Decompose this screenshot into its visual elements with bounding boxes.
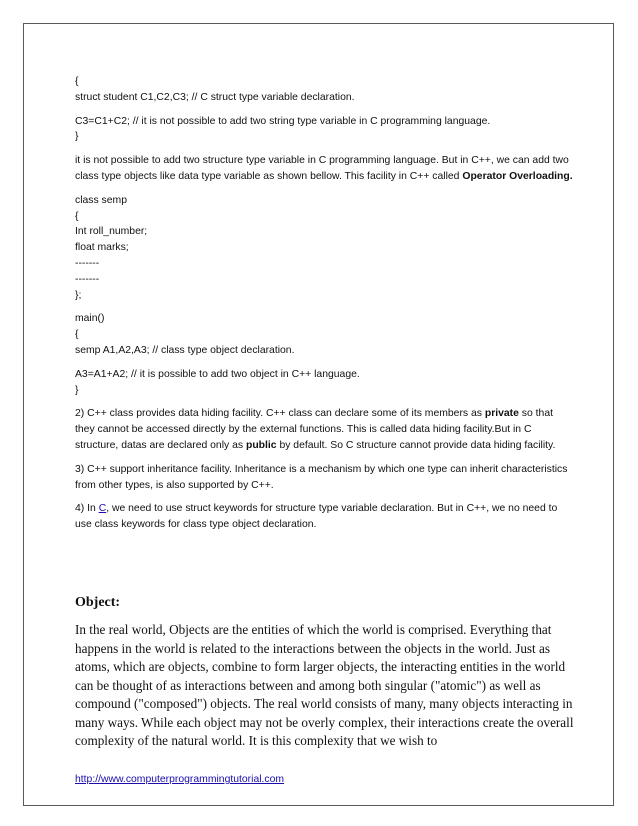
operator-overloading-paragraph — [75, 153, 575, 185]
code-line: struct student C1,C2,C3; // C struct type variable declaration. — [75, 91, 355, 103]
code-line: ------- — [75, 273, 100, 285]
paragraph-text: so that they cannot be accessed directly by the external functions. This is called data hiding facility.But in C structure, datas are declared only as — [75, 408, 554, 451]
object-heading: Object: — [75, 595, 121, 610]
code-line: A3=A1+A2; // it is possible to add two object in C++ language. — [75, 368, 360, 380]
code-line: semp A1,A2,A3; // class type object declaration. — [75, 344, 295, 356]
operator-overloading-term: Operator Overloading. — [462, 170, 573, 182]
footer-url-link[interactable]: http://www.computerprogrammingtutorial.com — [75, 774, 285, 785]
public-keyword: public — [245, 439, 277, 451]
paragraph-text: , we need to use struct keywords for structure type variable declaration. But in C++, we no need to use class keywords for class type object declaration. — [75, 503, 558, 531]
code-line: float marks; — [75, 242, 129, 254]
c-link[interactable]: C — [98, 503, 107, 515]
paragraph-text: 2) C++ class provides data hiding facility. C++ class can declare some of its members as — [75, 408, 485, 420]
code-line: } — [75, 131, 79, 143]
code-line: main() — [75, 313, 105, 325]
object-section — [75, 593, 575, 751]
code-line: ------- — [75, 257, 100, 269]
private-keyword: private — [484, 408, 519, 420]
point-4-paragraph — [75, 501, 575, 533]
code-line: class semp — [75, 194, 127, 206]
paragraph-text: it is not possible to add two structure type variable in C programming language. But in C++, we can add two class type objects like data type variable as shown bellow. This facility in C++ called — [75, 155, 569, 182]
document-body — [75, 74, 575, 533]
paragraph-text: 4) In — [75, 503, 99, 515]
code-line: C3=C1+C2; // it is not possible to add two string type variable in C programming language. — [75, 115, 491, 127]
point-2-paragraph — [75, 406, 575, 453]
code-line: Int roll_number; — [75, 226, 148, 238]
code-line: { — [75, 210, 79, 222]
code-line: }; — [75, 289, 82, 301]
code-line: { — [75, 329, 79, 341]
point-3-paragraph: 3) C++ support inheritance facility. Inheritance is a mechanism by which one type can inherit characteristics from other types, is also supported by C++. — [75, 463, 568, 491]
object-body: In the real world, Objects are the entities of which the world is comprised. Everything that happens in the world is related to the interactions between the objects in the world. Just as atoms, which are objects, combine to form larger objects, the interacting entities in the world can be thought of as interactions between and among both singular ("atomic") as well as compound ("composed") objects. The real world consists of many, many objects interacting in many ways. While each object may not be overly complex, their interactions create the overall complexity of the natural world. It is this complexity that we wish to — [75, 622, 574, 748]
paragraph-text: by default. So C structure cannot provide data hiding facility. — [276, 439, 556, 451]
code-line: { — [75, 76, 79, 87]
code-line: } — [75, 384, 79, 396]
